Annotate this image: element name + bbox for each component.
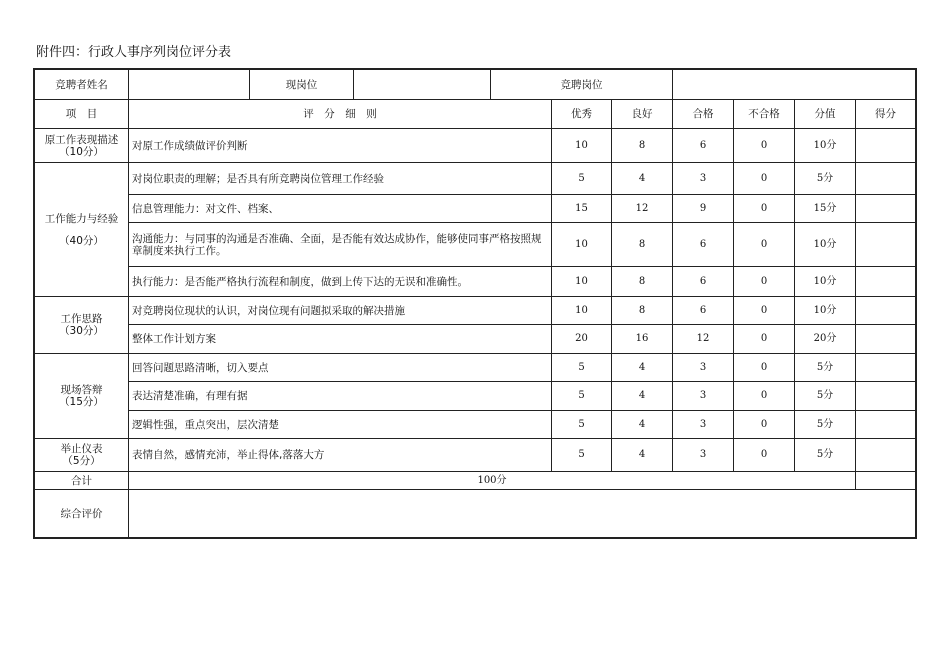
group-points: （10分） <box>59 145 104 158</box>
weight-value: 5分 <box>795 354 856 382</box>
table-row <box>35 129 916 163</box>
col-excellent: 优秀 <box>552 100 612 129</box>
good-value: 4 <box>612 382 673 411</box>
fail-value: 0 <box>734 267 795 297</box>
good-value: 8 <box>612 297 673 325</box>
current-post-label: 现岗位 <box>250 70 354 100</box>
group-points: （30分） <box>59 325 104 337</box>
table-row <box>35 354 916 382</box>
overall-row <box>35 490 916 538</box>
fail-value: 0 <box>734 411 795 439</box>
good-value: 4 <box>612 411 673 439</box>
weight-value: 10分 <box>795 267 856 297</box>
excellent-value: 5 <box>552 411 612 439</box>
overall-label: 综合评价 <box>35 490 129 538</box>
rule-text: 沟通能力：与同事的沟通是否准确、全面，是否能有效达成协作，能够使同事严格按照规章制度来执行工作。 <box>129 223 552 267</box>
table-row <box>35 297 916 325</box>
column-header-row <box>35 100 916 129</box>
table-row <box>35 195 916 223</box>
table-row <box>35 267 916 297</box>
excellent-value: 15 <box>552 195 612 223</box>
col-weight: 分值 <box>795 100 856 129</box>
score-field[interactable] <box>856 163 916 195</box>
group-label <box>35 297 129 354</box>
weight-value: 5分 <box>795 411 856 439</box>
fail-value: 0 <box>734 382 795 411</box>
col-pass: 合格 <box>673 100 734 129</box>
pass-value: 3 <box>673 411 734 439</box>
score-table <box>34 69 916 538</box>
excellent-value: 10 <box>552 267 612 297</box>
candidate-info-row <box>35 70 916 100</box>
excellent-value: 10 <box>552 129 612 163</box>
pass-value: 6 <box>673 267 734 297</box>
name-label: 竞聘者姓名 <box>35 70 129 100</box>
good-value: 4 <box>612 439 673 472</box>
table-row <box>35 439 916 472</box>
good-value: 8 <box>612 267 673 297</box>
table-row <box>35 325 916 354</box>
weight-value: 10分 <box>795 129 856 163</box>
fail-value: 0 <box>734 354 795 382</box>
excellent-value: 5 <box>552 439 612 472</box>
score-field[interactable] <box>856 223 916 267</box>
pass-value: 6 <box>673 129 734 163</box>
group-name: 现场答辩 <box>60 384 103 396</box>
weight-value: 5分 <box>795 382 856 411</box>
pass-value: 12 <box>673 325 734 354</box>
group-name: 原工作表现描述 <box>44 133 119 146</box>
rule-text: 信息管理能力：对文件、档案、 <box>129 195 552 223</box>
group-points: （5分） <box>62 455 101 467</box>
score-field[interactable] <box>856 267 916 297</box>
table-row <box>35 223 916 267</box>
fail-value: 0 <box>734 223 795 267</box>
weight-value: 20分 <box>795 325 856 354</box>
good-value: 8 <box>612 129 673 163</box>
fail-value: 0 <box>734 325 795 354</box>
good-value: 12 <box>612 195 673 223</box>
pass-value: 6 <box>673 223 734 267</box>
target-post-label: 竞聘岗位 <box>491 70 673 100</box>
rule-text: 对竞聘岗位现状的认识，对岗位现有问题拟采取的解决措施 <box>129 297 552 325</box>
excellent-value: 5 <box>552 382 612 411</box>
fail-value: 0 <box>734 129 795 163</box>
score-field[interactable] <box>856 439 916 472</box>
score-field[interactable] <box>856 382 916 411</box>
table-row <box>35 382 916 411</box>
table-row <box>35 163 916 195</box>
rule-text: 整体工作计划方案 <box>129 325 552 354</box>
rule-text: 表达清楚准确，有理有据 <box>129 382 552 411</box>
excellent-value: 10 <box>552 223 612 267</box>
group-label <box>35 163 129 297</box>
total-score-field[interactable] <box>856 472 916 490</box>
pass-value: 3 <box>673 439 734 472</box>
pass-value: 6 <box>673 297 734 325</box>
excellent-value: 5 <box>552 163 612 195</box>
group-label <box>35 439 129 472</box>
score-field[interactable] <box>856 325 916 354</box>
fail-value: 0 <box>734 195 795 223</box>
group-name: 举止仪表 <box>60 443 103 455</box>
group-points: （15分） <box>59 396 104 408</box>
rule-text: 表情自然，感情充沛，举止得体,落落大方 <box>129 439 552 472</box>
pass-value: 3 <box>673 382 734 411</box>
good-value: 4 <box>612 354 673 382</box>
score-field[interactable] <box>856 411 916 439</box>
group-label <box>35 354 129 439</box>
weight-value: 5分 <box>795 163 856 195</box>
group-points: （40分） <box>59 234 104 247</box>
group-label <box>35 129 129 163</box>
score-field[interactable] <box>856 354 916 382</box>
fail-value: 0 <box>734 439 795 472</box>
good-value: 8 <box>612 223 673 267</box>
weight-value: 10分 <box>795 223 856 267</box>
pass-value: 3 <box>673 354 734 382</box>
pass-value: 9 <box>673 195 734 223</box>
col-item: 项 目 <box>35 100 129 129</box>
score-field[interactable] <box>856 129 916 163</box>
total-row <box>35 472 916 490</box>
excellent-value: 5 <box>552 354 612 382</box>
rule-text: 回答问题思路清晰，切入要点 <box>129 354 552 382</box>
fail-value: 0 <box>734 163 795 195</box>
overall-field[interactable] <box>129 490 916 538</box>
rule-text: 对岗位职责的理解；是否具有所竞聘岗位管理工作经验 <box>129 163 552 195</box>
excellent-value: 10 <box>552 297 612 325</box>
target-post-field[interactable] <box>673 70 916 100</box>
page-title: 附件四：行政人事序列岗位评分表 <box>36 45 232 60</box>
weight-value: 10分 <box>795 297 856 325</box>
weight-value: 5分 <box>795 439 856 472</box>
total-label: 合计 <box>35 472 129 490</box>
score-field[interactable] <box>856 297 916 325</box>
group-name: 工作思路 <box>60 313 103 325</box>
col-score: 得分 <box>856 100 916 129</box>
fail-value: 0 <box>734 297 795 325</box>
rule-text: 逻辑性强，重点突出，层次清楚 <box>129 411 552 439</box>
good-value: 16 <box>612 325 673 354</box>
score-field[interactable] <box>856 195 916 223</box>
col-rule: 评 分 细 则 <box>129 100 552 129</box>
rule-text: 执行能力：是否能严格执行流程和制度，做到上传下达的无误和准确性。 <box>129 267 552 297</box>
col-fail: 不合格 <box>734 100 795 129</box>
group-name: 工作能力与经验 <box>44 212 119 225</box>
total-value: 100分 <box>129 472 856 490</box>
name-field[interactable] <box>129 70 250 100</box>
good-value: 4 <box>612 163 673 195</box>
current-post-field[interactable] <box>354 70 491 100</box>
rule-text: 对原工作成绩做评价判断 <box>129 129 552 163</box>
pass-value: 3 <box>673 163 734 195</box>
table-row <box>35 411 916 439</box>
col-good: 良好 <box>612 100 673 129</box>
excellent-value: 20 <box>552 325 612 354</box>
weight-value: 15分 <box>795 195 856 223</box>
